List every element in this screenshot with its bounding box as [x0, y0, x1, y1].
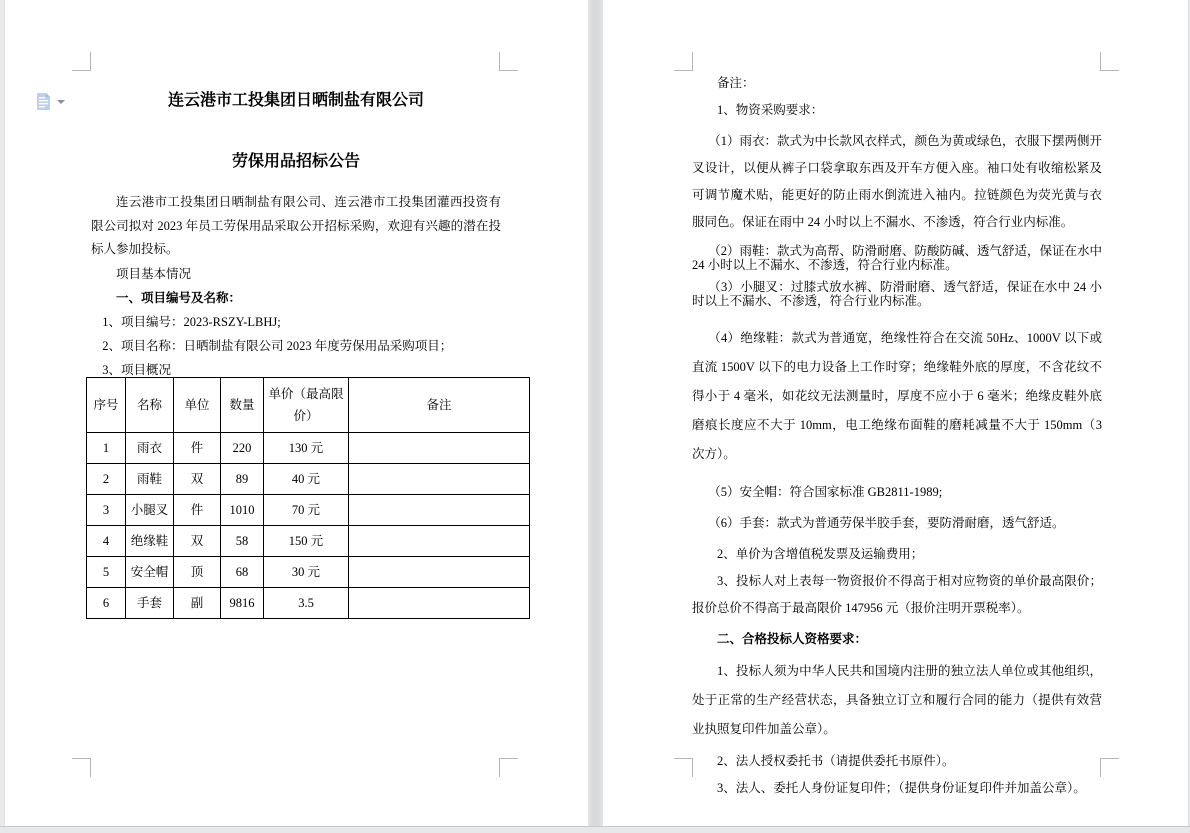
items-table: [86, 377, 530, 619]
doc-paragraph-helmet[interactable]: （5）安全帽：符合国家标准 GB2811-1989;: [708, 485, 943, 499]
cell-note[interactable]: [349, 556, 530, 587]
cell-price[interactable]: 130 元: [264, 432, 349, 463]
cell-qty[interactable]: 58: [221, 525, 264, 556]
doc-item-project-code[interactable]: 1、项目编号：2023-RSZY-LBHJ;: [102, 314, 281, 329]
document-page-2: [603, 0, 1189, 826]
cell-price[interactable]: 40 元: [264, 463, 349, 494]
cell-qty[interactable]: 68: [221, 556, 264, 587]
doc-paragraph-gloves[interactable]: （6）手套：款式为普通劳保半胶手套，要防滑耐磨，透气舒适。: [708, 516, 1065, 530]
table-row: [87, 432, 530, 463]
cell-unit[interactable]: 件: [174, 494, 221, 525]
page1-text-area: [91, 92, 501, 619]
cell-price[interactable]: 150 元: [264, 525, 349, 556]
cell-unit[interactable]: 双: [174, 463, 221, 494]
table-row: [87, 494, 530, 525]
cell-qty[interactable]: 1010: [221, 494, 264, 525]
cell-name[interactable]: 雨鞋: [126, 463, 174, 494]
doc-item-project-name[interactable]: 2、项目名称：日晒制盐有限公司 2023 年度劳保用品采购项目；: [102, 338, 453, 353]
col-header-index[interactable]: 序号: [87, 377, 126, 432]
margin-mark: [72, 758, 91, 777]
cell-index[interactable]: 1: [87, 432, 126, 463]
cell-name[interactable]: 雨衣: [126, 432, 174, 463]
cell-name[interactable]: 小腿叉: [126, 494, 174, 525]
margin-mark: [72, 52, 91, 71]
cell-qty[interactable]: 9816: [221, 587, 264, 618]
cell-qty[interactable]: 220: [221, 432, 264, 463]
margin-mark: [499, 52, 518, 71]
cell-index[interactable]: 2: [87, 463, 126, 494]
cell-unit[interactable]: 件: [174, 432, 221, 463]
cell-unit[interactable]: 双: [174, 525, 221, 556]
cell-index[interactable]: 3: [87, 494, 126, 525]
cell-note[interactable]: [349, 525, 530, 556]
cell-unit[interactable]: 顶: [174, 556, 221, 587]
doc-paragraph-qualification-1[interactable]: 1、投标人须为中华人民共和国境内注册的独立法人单位或其他组织，处于正常的生产经营状态，具备独立订立和履行合同的能力（提供有效营业执照复印件加盖公章）。: [692, 664, 1102, 736]
doc-paragraph-price-tax[interactable]: 2、单价为含增值税发票及运输费用；: [717, 547, 924, 561]
cell-qty[interactable]: 89: [221, 463, 264, 494]
margin-mark: [674, 52, 693, 71]
cell-note[interactable]: [349, 463, 530, 494]
paste-options-button[interactable]: [36, 92, 68, 114]
table-row: [87, 556, 530, 587]
page2-text-area: [692, 70, 1102, 802]
margin-mark: [499, 758, 518, 777]
cell-price[interactable]: 3.5: [264, 587, 349, 618]
cell-note[interactable]: [349, 587, 530, 618]
doc-paragraph-rainboots[interactable]: （2）雨鞋：款式为高帮、防滑耐磨、防酸防碱、透气舒适，保证在水中 24 小时以上不漏水、不渗透，符合行业内标准。: [692, 244, 1103, 272]
cell-note[interactable]: [349, 494, 530, 525]
doc-heading-bidder-qualification[interactable]: 二、合格投标人资格要求：: [717, 632, 868, 646]
document-page-1: [4, 0, 589, 826]
table-row: [87, 525, 530, 556]
doc-paragraph-waders[interactable]: （3）小腿叉：过膝式放水裤、防滑耐磨、透气舒适，保证在水中 24 小时以上不漏水、不渗透，符合行业内标准。: [692, 280, 1102, 308]
margin-mark: [1100, 758, 1119, 777]
doc-paragraph-section[interactable]: 项目基本情况: [116, 266, 192, 281]
cell-index[interactable]: 6: [87, 587, 126, 618]
table-row: [87, 587, 530, 618]
table-row: [87, 463, 530, 494]
doc-heading-project-number[interactable]: 一、项目编号及名称：: [116, 290, 242, 305]
doc-paragraph-notes-label[interactable]: 备注：: [717, 76, 755, 90]
col-header-name[interactable]: 名称: [126, 377, 174, 432]
table-header-row: [87, 377, 530, 432]
margin-mark: [674, 758, 693, 777]
doc-paragraph-requirements-label[interactable]: 1、物资采购要求：: [717, 103, 824, 117]
cell-name[interactable]: 安全帽: [126, 556, 174, 587]
col-header-unit[interactable]: 单位: [174, 377, 221, 432]
doc-paragraph-qualification-3[interactable]: 3、法人、委托人身份证复印件；（提供身份证复印件并加盖公章）。: [717, 781, 1086, 795]
cell-unit[interactable]: 副: [174, 587, 221, 618]
cell-price[interactable]: 30 元: [264, 556, 349, 587]
doc-paragraph-qualification-2[interactable]: 2、法人授权委托书（请提供委托书原件）。: [717, 754, 955, 768]
col-header-price[interactable]: 单价（最高限价）: [264, 377, 349, 432]
col-header-note[interactable]: 备注: [349, 377, 530, 432]
doc-paragraph-price-limit[interactable]: 3、投标人对上表每一物资报价不得高于相对应物资的单价最高限价；报价总价不得高于最高限价 147956 元（报价注明开票税率）。: [692, 574, 1102, 615]
cell-index[interactable]: 4: [87, 525, 126, 556]
col-header-qty[interactable]: 数量: [221, 377, 264, 432]
doc-title[interactable]: 连云港市工投集团日晒制盐有限公司: [167, 92, 424, 109]
margin-mark: [1100, 52, 1119, 71]
paste-options-icon: [36, 92, 52, 111]
doc-paragraph-raincoat[interactable]: （1）雨衣：款式为中长款风衣样式，颜色为黄或绿色，衣服下摆两侧开叉设计，以便从裤子口袋拿取东西及开车方便入座。袖口处有收缩松紧及可调节魔术贴，能更好的防止雨水倒流进入袖内。拉链颜色为荧光黄与衣服同色。保证在雨中 24 小时以上不漏水、不渗透，符合行业内标准。: [692, 134, 1103, 229]
page-gap: [588, 0, 603, 826]
cell-name[interactable]: 手套: [126, 587, 174, 618]
doc-subtitle[interactable]: 劳保用品招标公告: [231, 153, 360, 170]
doc-paragraph-insulated-shoes[interactable]: （4）绝缘鞋：款式为普通宽，绝缘性符合在交流 50Hz、1000V 以下或直流 1500V 以下的电力设备上工作时穿；绝缘鞋外底的厚度，不含花纹不得小于 4 毫米，如花纹无法测量时，厚度不应小于 6 毫米；绝缘皮鞋外底磨痕长度应不大于 10mm，电工绝缘布面鞋的磨耗减量不大于 150mm（3 次方）。: [692, 331, 1102, 461]
chevron-down-icon[interactable]: [57, 100, 65, 104]
cell-index[interactable]: 5: [87, 556, 126, 587]
doc-paragraph-intro[interactable]: 连云港市工投集团日晒制盐有限公司、连云港市工投集团灌西投资有限公司拟对 2023 年员工劳保用品采取公开招标采购，欢迎有兴趣的潜在投标人参加投标。: [91, 195, 501, 256]
cell-note[interactable]: [349, 432, 530, 463]
cell-price[interactable]: 70 元: [264, 494, 349, 525]
cell-name[interactable]: 绝缘鞋: [126, 525, 174, 556]
doc-item-project-overview[interactable]: 3、项目概况: [102, 362, 172, 377]
